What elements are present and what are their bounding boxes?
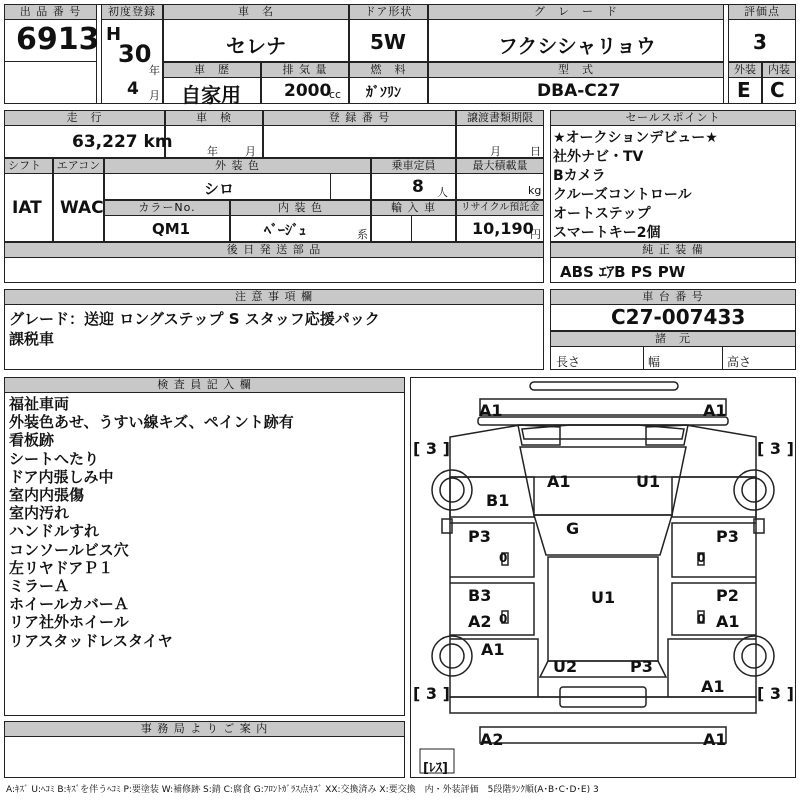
recycle: 10,190 (472, 219, 534, 238)
wheel-rl-inner (440, 644, 464, 668)
month-unit: 月 (149, 89, 160, 102)
list-item: 左リヤドアＰ１ (9, 558, 114, 577)
front-grille (530, 382, 678, 390)
front-bumper (480, 399, 726, 415)
label-rear-left: U2 (553, 657, 578, 676)
list-item: ミラーＡ (9, 577, 70, 596)
int-color-header: 内 装 色 (230, 200, 371, 216)
list-item: 外装色あせ、うすい線キズ、ペイント跡有 (9, 413, 294, 432)
label-right-rear-door-small: 0 (697, 612, 706, 626)
ext-color-header: 外 装 色 (104, 158, 371, 174)
label-right-rear-door-top: P2 (716, 586, 739, 605)
wheel-rl (432, 636, 472, 676)
label-hood-left: A1 (547, 472, 571, 491)
office-notice-cell (4, 736, 405, 778)
mileage: 63,227 km (72, 132, 173, 152)
interior-header: 内装 (762, 62, 796, 78)
fuel: ｶﾞｿﾘﾝ (366, 85, 401, 101)
later-parts-cell (4, 257, 544, 283)
grade: フクシシャリョウ (498, 34, 656, 58)
rear-bumper (450, 697, 756, 713)
label-roof: U1 (591, 588, 616, 607)
model-header: 型 式 (428, 62, 724, 78)
chassis-no: C27-007433 (611, 305, 746, 329)
tire-rr: [ 3 ] (757, 684, 794, 703)
score: 3 (753, 30, 767, 54)
label-rear-right: P3 (630, 657, 653, 676)
list-item: 室内汚れ (9, 504, 70, 523)
color-no: QM1 (152, 220, 191, 238)
car-name: セレナ (226, 34, 286, 58)
wheel-rr-inner (742, 644, 766, 668)
month: 4 (127, 79, 139, 99)
history-header: 車 歴 (163, 62, 261, 78)
label-bumper-right: A1 (703, 730, 727, 749)
label-windshield: G (566, 519, 580, 538)
label-right-front-door: P3 (716, 527, 739, 546)
list-item: 課税車 (9, 330, 55, 348)
reg-no-cell (263, 125, 456, 158)
import-cell (371, 215, 456, 242)
capacity-header: 乗車定員 (371, 158, 456, 174)
capacity-unit: 人 (437, 186, 448, 199)
ext-color: シロ (204, 180, 235, 198)
recycle-unit: 円 (530, 228, 541, 241)
label-left-front-door: P3 (468, 527, 491, 546)
first-reg-header: 初度登録 (101, 4, 163, 20)
list-item: コンソールビス穴 (9, 540, 129, 559)
sales-point-header: セールスポイント (550, 110, 796, 126)
windshield (534, 515, 672, 555)
inspector-notes (9, 395, 294, 650)
body-outline (450, 477, 756, 697)
list-item: リアスタッドレスタイヤ (9, 631, 173, 650)
displacement: 2000 (284, 81, 332, 101)
max-load-header: 最大積載量 (456, 158, 544, 174)
wheel-fr (734, 470, 774, 510)
reg-no-header: 登 録 番 号 (263, 110, 456, 126)
inspection-month-unit: 月 (245, 145, 256, 158)
year: 30 (118, 40, 152, 68)
caution-list (9, 309, 380, 349)
era: H (106, 24, 122, 45)
inspector-header: 検 査 員 記 入 欄 (4, 377, 405, 393)
right-front-door (672, 523, 756, 577)
list-item: ホイールカバーＡ (9, 595, 129, 614)
label-left-quarter: A1 (481, 640, 505, 659)
roof (548, 557, 658, 661)
history: 自家用 (181, 83, 241, 107)
label-left-rear-door-bottom: A2 (468, 612, 492, 631)
genuine-equipment: ABS ｴｱB PS PW (560, 263, 686, 281)
door-header: ドア形状 (349, 4, 428, 20)
exterior-header: 外装 (728, 62, 762, 78)
int-color: ﾍﾞｰｼﾞｭ (264, 223, 306, 239)
fuel-header: 燃 料 (349, 62, 428, 78)
chassis-no-header: 車 台 番 号 (550, 289, 796, 305)
list-item: 室内内張傷 (9, 486, 85, 505)
list-item: ドア内張しみ中 (9, 467, 114, 486)
width-label: 幅 (648, 355, 661, 369)
list-item: 社外ナビ・TV (553, 149, 644, 165)
list-item: シートへたり (9, 449, 100, 468)
rear-lip (480, 727, 726, 743)
label-right-quarter: A1 (701, 677, 725, 696)
office-notice-header: 事 務 局 よ り ご 案 内 (4, 721, 405, 737)
wheel-rr (734, 636, 774, 676)
capacity: 8 (412, 177, 424, 197)
transfer-deadline-header: 譲渡書類期限 (456, 110, 544, 126)
wheel-fr-inner (742, 478, 766, 502)
tire-fr: [ 3 ] (757, 439, 794, 458)
recycle-header: リサイクル預託金 (456, 200, 544, 216)
left-front-door (450, 523, 534, 577)
deadline-month-unit: 月 (490, 145, 501, 158)
car-diagram (410, 377, 796, 778)
wheel-fl (432, 470, 472, 510)
list-item: スマートキー2個 (553, 225, 661, 241)
mileage-header: 走 行 (4, 110, 165, 126)
exterior-grade: E (737, 78, 751, 102)
dimensions-header: 諸 元 (550, 331, 796, 347)
legend: A:ｷｽﾞ U:ﾍｺﾐ B:ｷｽﾞを伴うﾍｺﾐ P:要塗装 W:補修跡 S:錆 C:腐食 G:ﾌﾛﾝﾄｶﾞﾗｽ点ｷｽﾞ XX:交換済み X:要交換 内・外装評価 5段階ﾗﾝｸ順(A･B･C･D･E) 3 (6, 785, 599, 795)
tire-rl: [ 3 ] (413, 684, 450, 703)
label-bumper-left: A2 (480, 730, 504, 749)
sales-point-list (553, 129, 718, 243)
aircon-header: エアコン (53, 158, 104, 174)
door: 5W (370, 30, 406, 54)
genuine-equipment-header: 純 正 装 備 (550, 242, 796, 258)
label-left-rear-door-top: B3 (468, 586, 492, 605)
list-item: ★オークションデビュー★ (553, 130, 718, 146)
label-front-left: A1 (479, 401, 503, 420)
label-right-front-door-small: 0 (697, 551, 706, 565)
inspection-header: 車 検 (165, 110, 263, 126)
year-unit: 年 (149, 64, 160, 77)
list-item: クルーズコントロール (553, 187, 692, 203)
tire-fl: [ 3 ] (413, 439, 450, 458)
displacement-unit: cc (329, 88, 342, 101)
deadline-day-unit: 日 (530, 145, 541, 158)
label-left-front-door-small: 0 (499, 551, 508, 565)
import-header: 輸 入 車 (371, 200, 456, 216)
dim-divider-2 (722, 347, 723, 369)
dim-divider-1 (643, 347, 644, 369)
model: DBA-C27 (537, 81, 621, 101)
interior-grade: C (770, 78, 785, 102)
list-item: 福祉車両 (9, 395, 70, 413)
front-fender-line (450, 425, 756, 477)
label-right-rear-door-bottom: A1 (716, 612, 740, 631)
spare-tire: [ﾚｽ] (423, 761, 448, 776)
caution-header: 注 意 事 項 欄 (4, 289, 544, 305)
inspection-year-unit: 年 (207, 145, 218, 158)
length-label: 長さ (556, 355, 581, 369)
grille-area (522, 425, 684, 439)
height-label: 高さ (727, 355, 752, 369)
wheel-fl-inner (440, 478, 464, 502)
list-item: リア社外ホイール (9, 613, 129, 632)
left-rear-door (450, 583, 534, 635)
shift: IAT (12, 198, 42, 218)
dimensions-cell (550, 346, 796, 370)
lot-no-blank (4, 61, 97, 104)
list-item: グレード：送迎 ロングステップ S スタッフ応援パック (9, 310, 380, 328)
shift-header: シフト (4, 158, 53, 174)
displacement-header: 排 気 量 (261, 62, 349, 78)
list-item: Bカメラ (553, 168, 606, 184)
grade-header: グ レ ー ド (428, 4, 724, 20)
aircon: WAC (60, 198, 104, 218)
list-item: オートステップ (553, 206, 651, 222)
hood (520, 447, 686, 515)
int-color-unit: 系 (357, 228, 368, 241)
front-lip (478, 417, 728, 425)
lot-no-header: 出 品 番 号 (4, 4, 97, 20)
color-no-header: カラーNo. (104, 200, 230, 216)
list-item: ハンドルすれ (9, 522, 100, 541)
label-front-right: A1 (703, 401, 727, 420)
lot-no: 6913 (16, 22, 100, 57)
label-left-front-fender: B1 (486, 491, 510, 510)
import-divider (411, 216, 412, 241)
label-hood-right: U1 (636, 472, 661, 491)
car-name-header: 車 名 (163, 4, 349, 20)
score-header: 評価点 (728, 4, 796, 20)
label-left-rear-door-small: 0 (499, 612, 508, 626)
max-load-unit: kg (528, 184, 542, 197)
later-parts-header: 後 日 発 送 部 品 (4, 242, 544, 258)
ext-color-divider (330, 174, 331, 199)
right-rear-door (672, 583, 756, 635)
list-item: 看板跡 (9, 431, 55, 450)
